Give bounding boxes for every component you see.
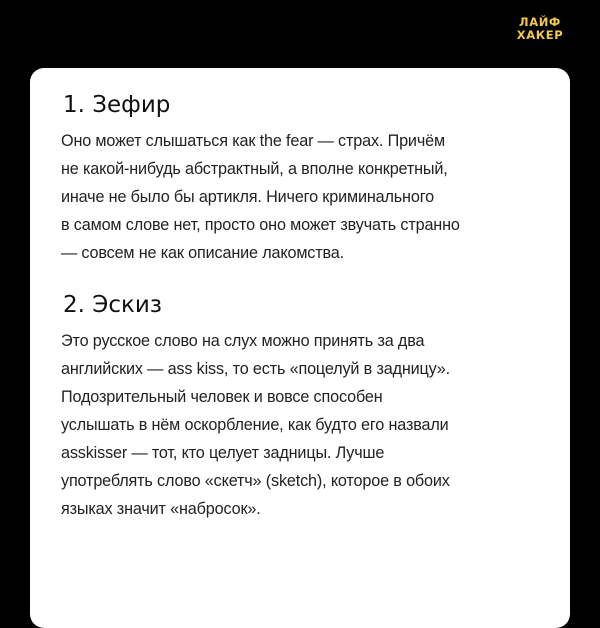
content-card — [30, 68, 570, 628]
text-line: не какой-нибудь абстрактный, а вполне конкретный, — [61, 160, 448, 178]
text-line: употреблять слово «скетч» (sketch), которое в обоих — [61, 472, 450, 490]
text-line: английских — ass kiss, то есть «поцелуй в задницу». — [61, 360, 450, 378]
logo-line-2: ХАКЕР — [516, 28, 564, 42]
section-title: 2. Эскиз — [63, 292, 163, 318]
section-zefir — [61, 90, 546, 267]
text-line: asskisser — тот, кто целует задницы. Лучше — [61, 444, 385, 462]
text-line: — совсем не как описание лакомства. — [61, 244, 344, 262]
text-line: Это русское слово на слух можно принять за два — [61, 332, 425, 350]
section-title: 1. Зефир — [63, 92, 171, 118]
brand-logo — [514, 16, 566, 42]
text-line: Подозрительный человек и вовсе способен — [61, 388, 383, 406]
text-line: иначе не было бы артикля. Ничего криминального — [61, 188, 434, 206]
text-line: Оно может слышаться как the fear — страх. Причём — [61, 132, 445, 150]
text-line: в самом слове нет, просто оно может звучать странно — [61, 216, 460, 234]
text-line: языках значит «набросок». — [61, 500, 261, 518]
section-body — [61, 127, 546, 267]
section-body — [61, 327, 546, 523]
section-eskiz — [61, 290, 546, 523]
text-line: услышать в нём оскорбление, как будто его назвали — [61, 416, 449, 434]
logo-line-1: ЛАЙФ — [519, 15, 561, 29]
